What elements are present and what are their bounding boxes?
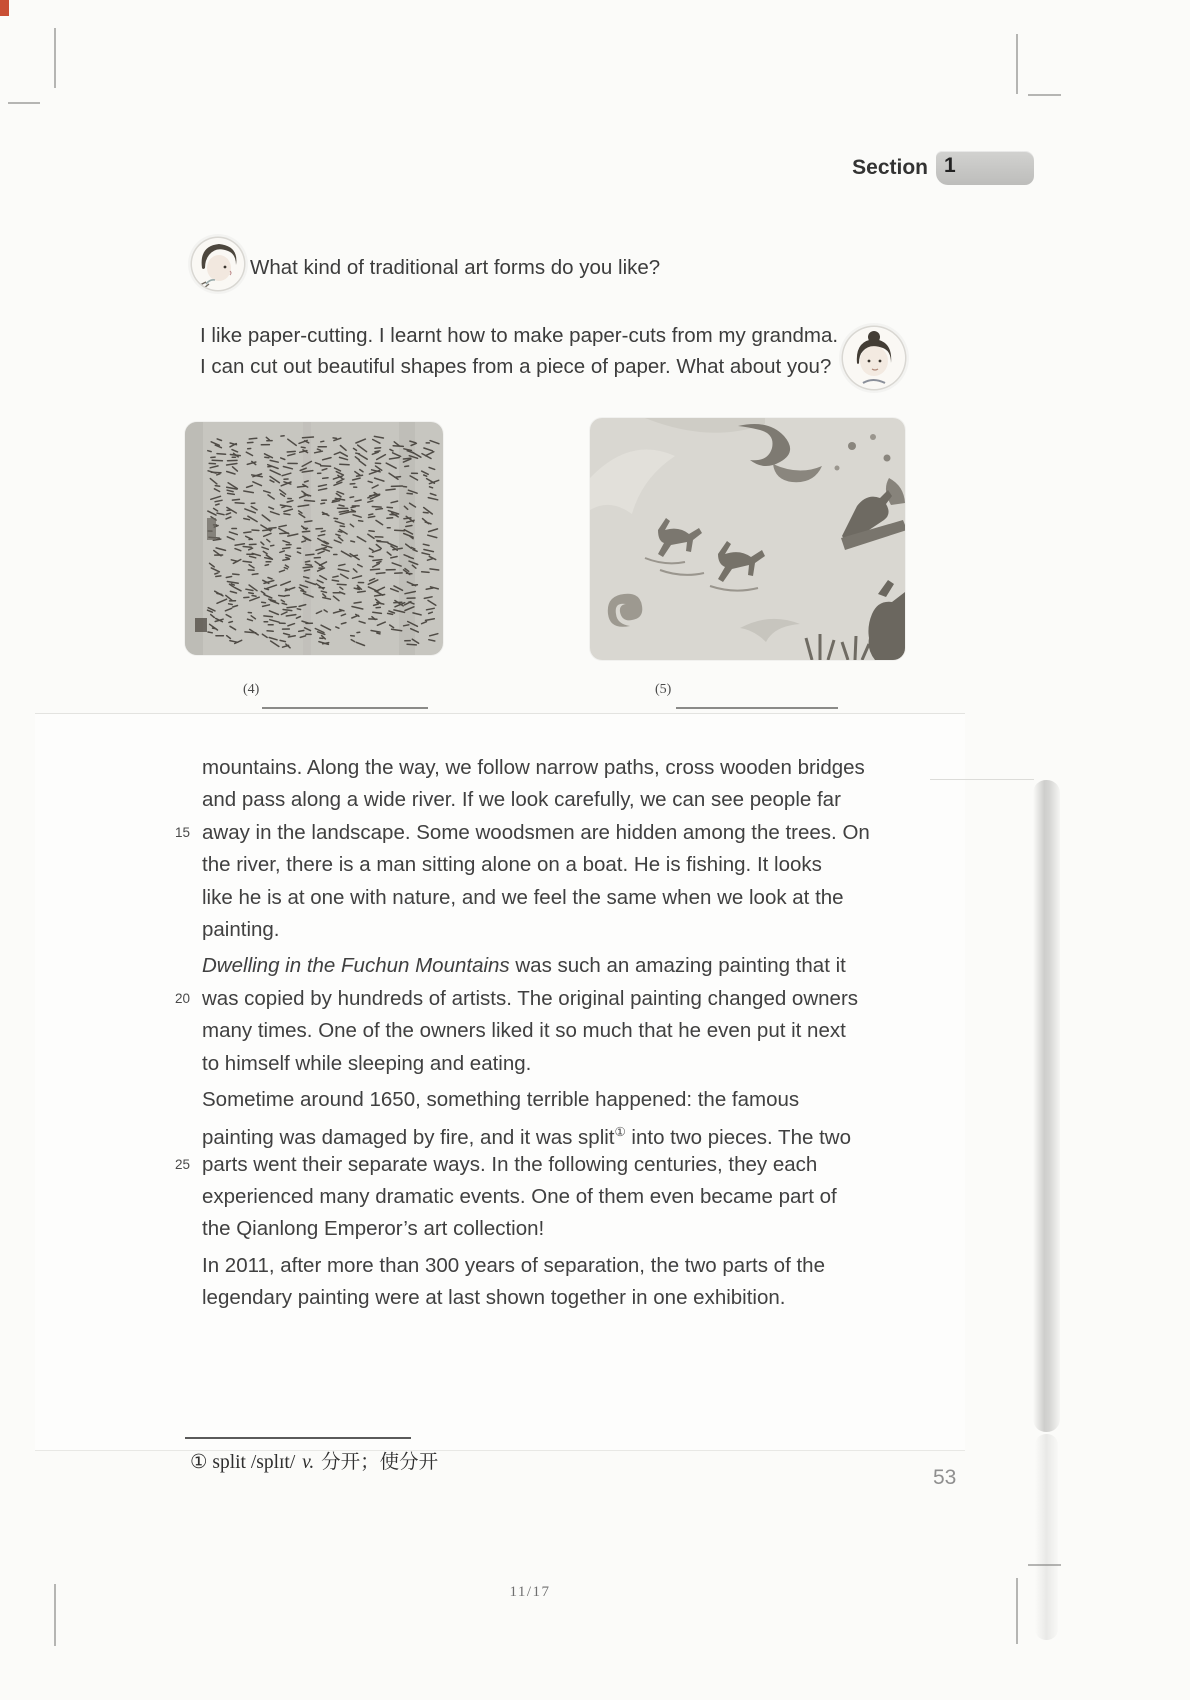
crop-mark [1028,94,1061,96]
line-text: painting was damaged by fire, and it was split [202,1126,615,1150]
reading-passage [175,752,922,1315]
girl-avatar [843,327,905,389]
line-text: mountains. Along the way, we follow narrow paths, cross wooden bridges [202,756,865,779]
passage-line [202,1048,922,1080]
line-text: the river, there is a man sitting alone on a boat. He is fishing. It looks [202,853,822,877]
figure-4-label: (4) [243,682,260,697]
line-text: to himself while sleeping and eating. [202,1051,532,1075]
line-text: like he is at one with nature, and we feel the same when we look at the [202,885,844,909]
book-spine-shadow [1033,780,1060,1432]
footnote [190,1446,438,1474]
passage-line [175,983,922,1015]
passage-line [202,950,922,982]
scan-progress-indicator: 11/17 [509,1584,551,1600]
passage-line [175,817,922,849]
dialogue-question: What kind of traditional art forms do you like? [250,256,661,279]
painting-title: Dwelling in the Fuchun Mountains [202,954,510,978]
passage-line [202,1015,922,1047]
section-number: 1 [944,154,956,177]
dialogue-reply [200,320,838,382]
line-text: legendary painting were at last shown together in one exhibition. [202,1286,786,1310]
crop-mark [1016,34,1018,94]
passage-line [202,1116,922,1148]
footnote-part-of-speech: v. [302,1452,315,1473]
line-text: experienced many dramatic events. One of them even became part of [202,1185,837,1209]
print-color-mark [0,0,9,16]
passage-line [202,1213,922,1245]
page-edge-line [930,779,1034,780]
line-text: into two pieces. The two [625,1126,851,1150]
footnote-reference: ① [614,1125,626,1140]
line-text: the Qianlong Emperor’s art collection! [202,1217,545,1241]
boy-avatar [192,238,244,290]
dialogue-reply-line2: I can cut out beautiful shapes from a piece of paper. What about you? [200,355,832,378]
passage-line [202,784,922,816]
passage-line [202,849,922,881]
line-number: 15 [175,824,191,840]
line-text: painting. [202,917,280,941]
mural-image [590,418,905,660]
line-text: was such an amazing painting that it [509,954,846,978]
passage-line [202,752,922,784]
line-text: away in the landscape. Some woodsmen are hidden among the trees. On [202,820,870,844]
line-number: 25 [175,1156,191,1172]
figure-5-mural [590,418,905,660]
line-text: many times. One of the owners liked it so much that he even put it next [202,1019,846,1043]
footnote-phonetic: /splɪt/ [250,1452,296,1473]
figure-5-label: (5) [655,682,672,697]
passage-line [202,1250,922,1282]
crop-mark [8,102,40,104]
figure-4-answer-blank[interactable] [262,707,428,709]
dialogue-reply-line1: I like paper-cutting. I learnt how to make paper-cuts from my grandma. [200,324,839,347]
book-spine-shadow-lower [1035,1434,1058,1640]
footnote-divider [185,1437,411,1439]
passage-line [202,1084,922,1116]
footnote-marker: ① [190,1452,208,1473]
passage-line [202,1181,922,1213]
figure-5-answer-blank[interactable] [676,707,838,709]
girl-avatar-icon [843,327,905,389]
line-number: 20 [175,990,191,1006]
section-number-badge [936,151,1034,185]
footnote-meaning: 分开；使分开 [321,1452,439,1473]
passage-line [202,882,922,914]
line-text: In 2011, after more than 300 years of separation, the two parts of the [202,1253,825,1277]
passage-line [175,1149,922,1181]
calligraphy-image [185,422,443,655]
line-text: was copied by hundreds of artists. The original painting changed owners [202,986,859,1010]
line-text: Sometime around 1650, something terrible happened: the famous [202,1087,800,1111]
passage-line [202,1282,922,1314]
passage-line [202,914,922,946]
page-number: 53 [933,1466,957,1489]
line-text: and pass along a wide river. If we look carefully, we can see people far [202,788,841,812]
section-label: Section [852,156,928,179]
line-text: parts went their separate ways. In the following centuries, they each [202,1152,818,1176]
footnote-word: split [212,1452,246,1473]
figure-4-calligraphy [185,422,443,655]
boy-avatar-icon [192,238,244,290]
crop-mark [54,28,56,88]
